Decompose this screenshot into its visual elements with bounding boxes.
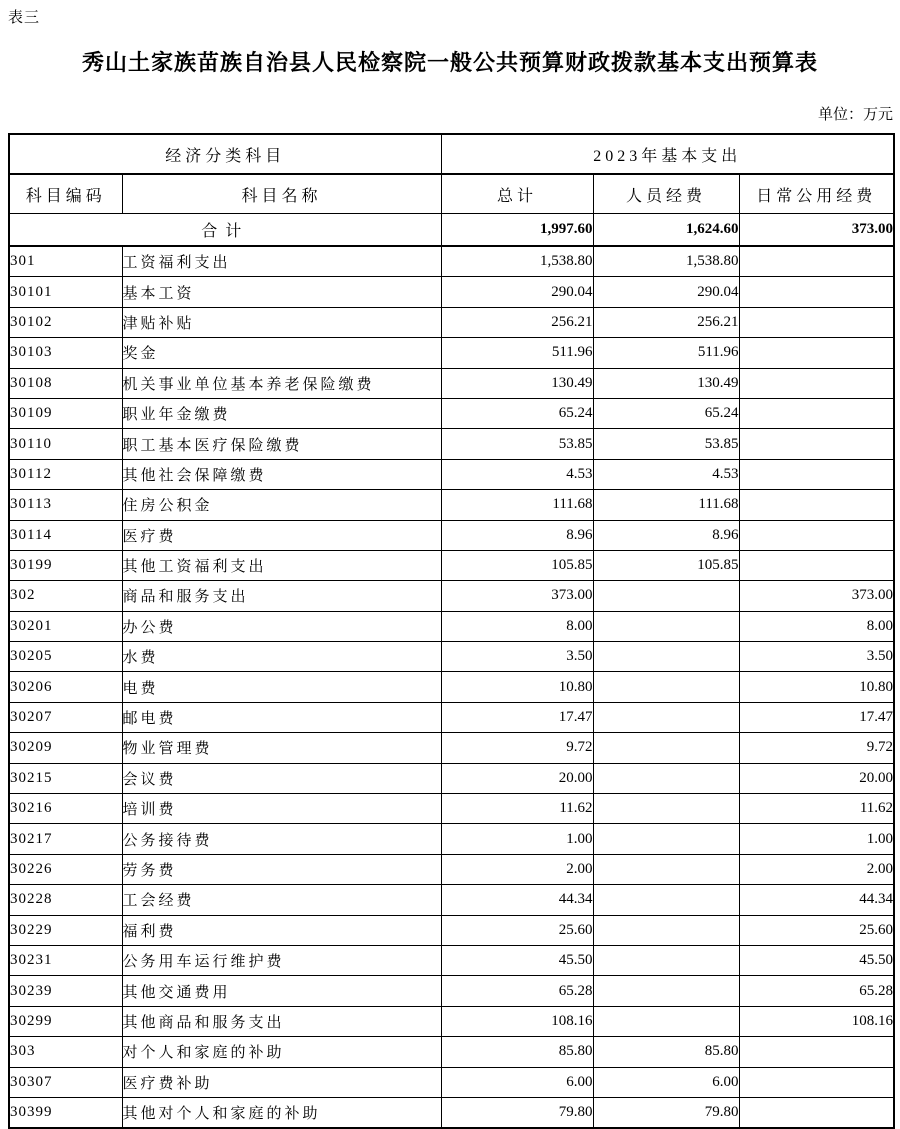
subject-name-cell: 商品和服务支出: [122, 581, 441, 611]
personnel-value-cell: 85.80: [593, 1037, 739, 1067]
daily-value-cell: 44.34: [739, 885, 894, 915]
table-row: [9, 1037, 894, 1067]
budget-table: [8, 133, 895, 1129]
table-row: [9, 398, 894, 428]
subject-name-cell: 津贴补贴: [122, 307, 441, 337]
total-value-cell: 10.80: [441, 672, 593, 702]
subject-code-cell: 30110: [9, 429, 122, 459]
daily-value-cell: 65.28: [739, 976, 894, 1006]
subject-name-cell: 机关事业单位基本养老保险缴费: [122, 368, 441, 398]
table-row: [9, 794, 894, 824]
total-value-cell: 20.00: [441, 763, 593, 793]
personnel-value-cell: [593, 702, 739, 732]
header-personnel-expense: 人员经费: [593, 174, 739, 214]
daily-value-cell: [739, 307, 894, 337]
subject-name-cell: 奖金: [122, 338, 441, 368]
daily-value-cell: 2.00: [739, 854, 894, 884]
subject-name-cell: 培训费: [122, 794, 441, 824]
personnel-value-cell: [593, 642, 739, 672]
table-row: [9, 338, 894, 368]
subject-code-cell: 30226: [9, 854, 122, 884]
total-value-cell: 11.62: [441, 794, 593, 824]
table-row: [9, 490, 894, 520]
daily-value-cell: [739, 550, 894, 580]
total-value-cell: 256.21: [441, 307, 593, 337]
total-value-cell: 1.00: [441, 824, 593, 854]
personnel-value-cell: 256.21: [593, 307, 739, 337]
table-row: [9, 1006, 894, 1036]
header-group-subject: 经济分类科目: [9, 134, 441, 174]
personnel-value-cell: [593, 885, 739, 915]
table-row: [9, 763, 894, 793]
daily-value-cell: 9.72: [739, 733, 894, 763]
personnel-value-cell: 79.80: [593, 1097, 739, 1128]
grand-total-personnel-value: 1,624.60: [593, 214, 739, 247]
daily-value-cell: [739, 520, 894, 550]
table-row: [9, 246, 894, 277]
subject-code-cell: 30228: [9, 885, 122, 915]
grand-total-label: 合计: [9, 214, 441, 247]
table-row: [9, 459, 894, 489]
subject-name-cell: 福利费: [122, 915, 441, 945]
total-value-cell: 85.80: [441, 1037, 593, 1067]
table-row: [9, 307, 894, 337]
subject-name-cell: 其他交通费用: [122, 976, 441, 1006]
personnel-value-cell: [593, 611, 739, 641]
total-value-cell: 2.00: [441, 854, 593, 884]
subject-code-cell: 30102: [9, 307, 122, 337]
daily-value-cell: [739, 459, 894, 489]
personnel-value-cell: [593, 976, 739, 1006]
total-value-cell: 44.34: [441, 885, 593, 915]
subject-code-cell: 30215: [9, 763, 122, 793]
personnel-value-cell: [593, 915, 739, 945]
subject-name-cell: 住房公积金: [122, 490, 441, 520]
subject-name-cell: 水费: [122, 642, 441, 672]
subject-code-cell: 30205: [9, 642, 122, 672]
total-value-cell: 65.24: [441, 398, 593, 428]
daily-value-cell: 45.50: [739, 945, 894, 975]
total-value-cell: 9.72: [441, 733, 593, 763]
subject-code-cell: 30217: [9, 824, 122, 854]
header-total: 总计: [441, 174, 593, 214]
daily-value-cell: [739, 398, 894, 428]
subject-code-cell: 30307: [9, 1067, 122, 1097]
table-row: [9, 611, 894, 641]
table-row: [9, 368, 894, 398]
personnel-value-cell: [593, 672, 739, 702]
total-value-cell: 3.50: [441, 642, 593, 672]
table-row: [9, 702, 894, 732]
personnel-value-cell: [593, 824, 739, 854]
subject-name-cell: 公务接待费: [122, 824, 441, 854]
total-value-cell: 65.28: [441, 976, 593, 1006]
grand-total-value: 1,997.60: [441, 214, 593, 247]
subject-code-cell: 30209: [9, 733, 122, 763]
total-value-cell: 108.16: [441, 1006, 593, 1036]
personnel-value-cell: [593, 763, 739, 793]
subject-code-cell: 302: [9, 581, 122, 611]
personnel-value-cell: 511.96: [593, 338, 739, 368]
subject-code-cell: 30239: [9, 976, 122, 1006]
daily-value-cell: 1.00: [739, 824, 894, 854]
subject-code-cell: 30207: [9, 702, 122, 732]
personnel-value-cell: 105.85: [593, 550, 739, 580]
subject-name-cell: 其他商品和服务支出: [122, 1006, 441, 1036]
daily-value-cell: [739, 1097, 894, 1128]
daily-value-cell: 11.62: [739, 794, 894, 824]
total-value-cell: 4.53: [441, 459, 593, 489]
total-value-cell: 290.04: [441, 277, 593, 307]
table-row: [9, 885, 894, 915]
subject-name-cell: 其他社会保障缴费: [122, 459, 441, 489]
total-value-cell: 45.50: [441, 945, 593, 975]
daily-value-cell: [739, 490, 894, 520]
daily-value-cell: [739, 1067, 894, 1097]
header-subject-code: 科目编码: [9, 174, 122, 214]
subject-name-cell: 工会经费: [122, 885, 441, 915]
table-row: [9, 915, 894, 945]
personnel-value-cell: [593, 854, 739, 884]
unit-label: 单位：万元: [817, 107, 893, 123]
daily-value-cell: 373.00: [739, 581, 894, 611]
subject-name-cell: 医疗费: [122, 520, 441, 550]
total-value-cell: 79.80: [441, 1097, 593, 1128]
personnel-value-cell: 290.04: [593, 277, 739, 307]
subject-code-cell: 303: [9, 1037, 122, 1067]
header-group-row: [9, 134, 894, 174]
personnel-value-cell: 6.00: [593, 1067, 739, 1097]
personnel-value-cell: 4.53: [593, 459, 739, 489]
daily-value-cell: [739, 246, 894, 277]
grand-total-row: [9, 214, 894, 247]
subject-name-cell: 其他对个人和家庭的补助: [122, 1097, 441, 1128]
subject-name-cell: 对个人和家庭的补助: [122, 1037, 441, 1067]
subject-name-cell: 工资福利支出: [122, 246, 441, 277]
subject-code-cell: 30229: [9, 915, 122, 945]
daily-value-cell: [739, 368, 894, 398]
daily-value-cell: 108.16: [739, 1006, 894, 1036]
table-row: [9, 520, 894, 550]
table-row: [9, 429, 894, 459]
daily-value-cell: 25.60: [739, 915, 894, 945]
subject-code-cell: 301: [9, 246, 122, 277]
subject-code-cell: 30113: [9, 490, 122, 520]
subject-code-cell: 30101: [9, 277, 122, 307]
subject-code-cell: 30112: [9, 459, 122, 489]
subject-name-cell: 公务用车运行维护费: [122, 945, 441, 975]
table-row: [9, 581, 894, 611]
personnel-value-cell: [593, 945, 739, 975]
total-value-cell: 53.85: [441, 429, 593, 459]
subject-name-cell: 会议费: [122, 763, 441, 793]
table-row: [9, 672, 894, 702]
subject-name-cell: 办公费: [122, 611, 441, 641]
table-row: [9, 854, 894, 884]
subject-name-cell: 职业年金缴费: [122, 398, 441, 428]
subject-name-cell: 其他工资福利支出: [122, 550, 441, 580]
subject-code-cell: 30108: [9, 368, 122, 398]
daily-value-cell: 20.00: [739, 763, 894, 793]
grand-total-daily-value: 373.00: [739, 214, 894, 247]
total-value-cell: 25.60: [441, 915, 593, 945]
table-row: [9, 733, 894, 763]
table-body: [9, 214, 894, 1129]
table-row: [9, 1067, 894, 1097]
daily-value-cell: [739, 338, 894, 368]
total-value-cell: 111.68: [441, 490, 593, 520]
subject-name-cell: 职工基本医疗保险缴费: [122, 429, 441, 459]
total-value-cell: 1,538.80: [441, 246, 593, 277]
subject-name-cell: 电费: [122, 672, 441, 702]
subject-code-cell: 30114: [9, 520, 122, 550]
daily-value-cell: 3.50: [739, 642, 894, 672]
personnel-value-cell: [593, 733, 739, 763]
personnel-value-cell: 65.24: [593, 398, 739, 428]
subject-name-cell: 劳务费: [122, 854, 441, 884]
total-value-cell: 17.47: [441, 702, 593, 732]
subject-code-cell: 30109: [9, 398, 122, 428]
personnel-value-cell: [593, 794, 739, 824]
total-value-cell: 373.00: [441, 581, 593, 611]
daily-value-cell: 8.00: [739, 611, 894, 641]
table-row: [9, 1097, 894, 1128]
page-title: 秀山土家族苗族自治县人民检察院一般公共预算财政拨款基本支出预算表: [81, 50, 818, 75]
table-row: [9, 976, 894, 1006]
table-row: [9, 550, 894, 580]
personnel-value-cell: [593, 581, 739, 611]
personnel-value-cell: 1,538.80: [593, 246, 739, 277]
subject-code-cell: 30216: [9, 794, 122, 824]
table-row: [9, 945, 894, 975]
total-value-cell: 6.00: [441, 1067, 593, 1097]
subject-code-cell: 30103: [9, 338, 122, 368]
table-header: [9, 134, 894, 214]
subject-name-cell: 物业管理费: [122, 733, 441, 763]
personnel-value-cell: 130.49: [593, 368, 739, 398]
total-value-cell: 130.49: [441, 368, 593, 398]
header-daily-public-expense: 日常公用经费: [739, 174, 894, 214]
table-number-label: 表三: [8, 10, 41, 26]
daily-value-cell: [739, 1037, 894, 1067]
table-row: [9, 277, 894, 307]
subject-code-cell: 30231: [9, 945, 122, 975]
subject-code-cell: 30299: [9, 1006, 122, 1036]
subject-code-cell: 30201: [9, 611, 122, 641]
daily-value-cell: 10.80: [739, 672, 894, 702]
subject-name-cell: 邮电费: [122, 702, 441, 732]
daily-value-cell: 17.47: [739, 702, 894, 732]
header-subject-name: 科目名称: [122, 174, 441, 214]
total-value-cell: 8.96: [441, 520, 593, 550]
table-row: [9, 824, 894, 854]
personnel-value-cell: [593, 1006, 739, 1036]
subject-code-cell: 30399: [9, 1097, 122, 1128]
daily-value-cell: [739, 277, 894, 307]
total-value-cell: 105.85: [441, 550, 593, 580]
subject-name-cell: 基本工资: [122, 277, 441, 307]
table-row: [9, 642, 894, 672]
total-value-cell: 511.96: [441, 338, 593, 368]
subject-name-cell: 医疗费补助: [122, 1067, 441, 1097]
subject-code-cell: 30206: [9, 672, 122, 702]
header-columns-row: [9, 174, 894, 214]
personnel-value-cell: 53.85: [593, 429, 739, 459]
personnel-value-cell: 111.68: [593, 490, 739, 520]
daily-value-cell: [739, 429, 894, 459]
total-value-cell: 8.00: [441, 611, 593, 641]
header-group-expenditure: 2023年基本支出: [441, 134, 894, 174]
subject-code-cell: 30199: [9, 550, 122, 580]
personnel-value-cell: 8.96: [593, 520, 739, 550]
